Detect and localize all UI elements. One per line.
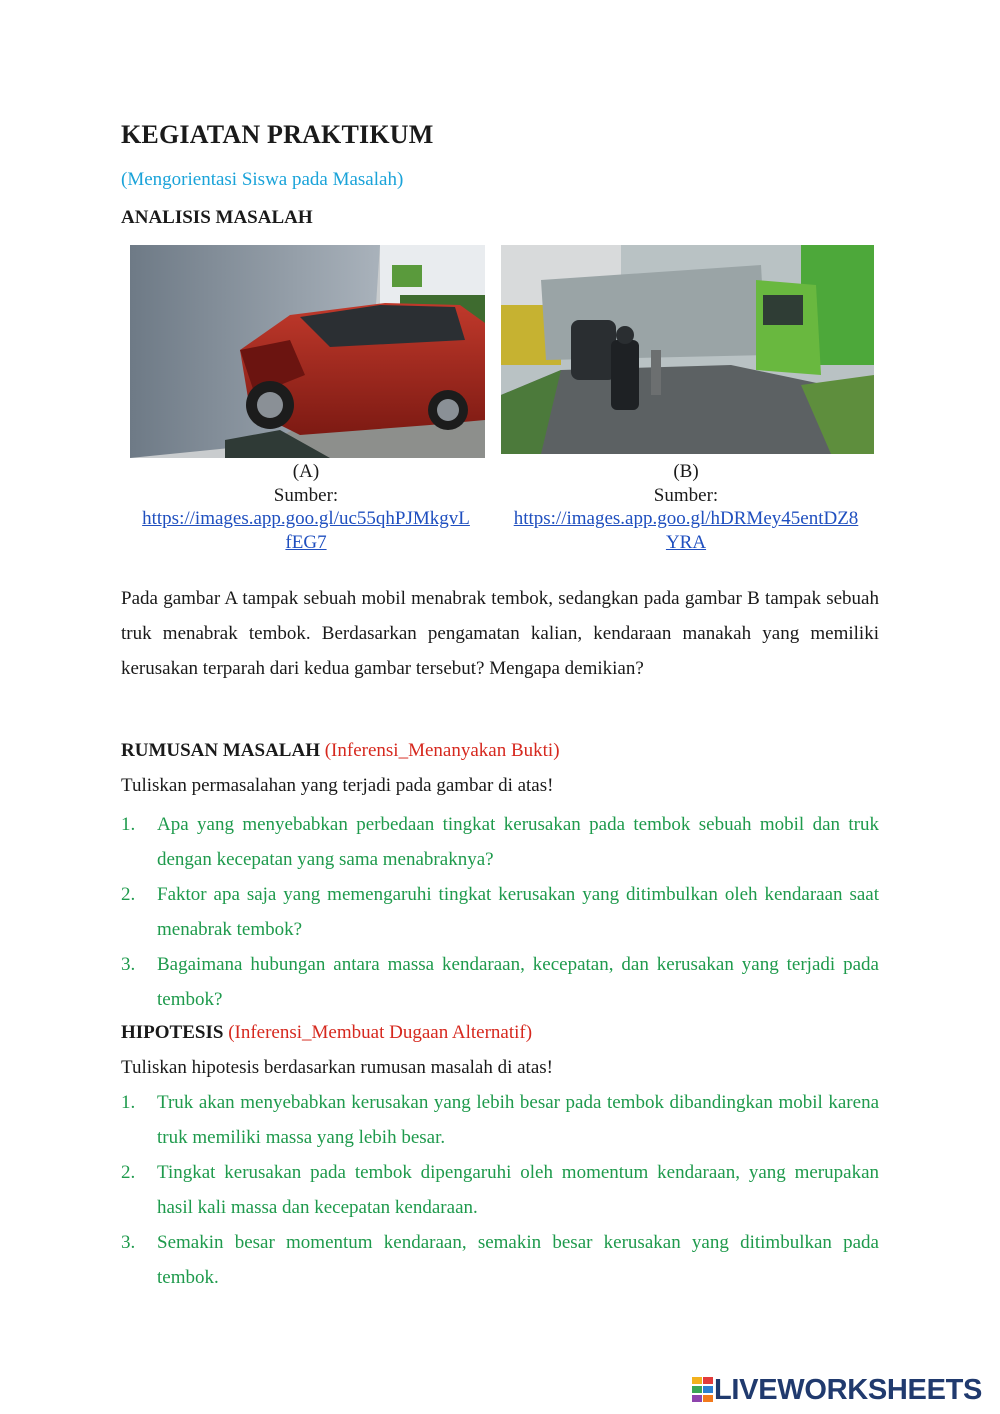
list-item-text: Tingkat kerusakan pada tembok dipengaruhi oleh momentum kendaraan, yang merupakan hasil kali massa dan kecepatan kendaraan. [157,1162,879,1218]
figure-a-source-link[interactable] [142,508,470,553]
list-item [121,807,879,877]
list-item-number: 3. [121,1232,136,1253]
list-item-number: 1. [121,1092,136,1113]
list-item [121,877,879,947]
list-item-text: Apa yang menyebabkan perbedaan tingkat kerusakan pada tembok sebuah mobil dan truk dengan kecepatan yang sama menabraknya? [157,814,879,870]
list-item [121,1085,879,1155]
section-heading-rumusan [121,740,560,762]
hipotesis-tag: (Inferensi_Membuat Dugaan Alternatif) [228,1022,533,1043]
figure-a-caption [125,460,487,554]
list-item-number: 3. [121,954,136,975]
rumusan-list [121,807,879,1017]
figure-a-url-line1: https://images.app.goo.gl/uc55qhPJMkgvL [142,508,470,529]
list-item [121,947,879,1017]
figure-b-url-line2: YRA [665,531,707,553]
list-item-number: 1. [121,814,136,835]
list-item-number: 2. [121,884,136,905]
hipotesis-list [121,1085,879,1295]
liveworksheets-logo-icon [692,1377,714,1403]
liveworksheets-logo[interactable] [692,1374,982,1406]
figure-a-car-crash-image [130,245,485,458]
list-item-text: Faktor apa saja yang memengaruhi tingkat kerusakan yang ditimbulkan oleh kendaraan saat menabrak tembok? [157,884,879,940]
list-item-text: Bagaimana hubungan antara massa kendaraan, kecepatan, dan kerusakan yang terjadi pada tembok? [157,954,879,1010]
figure-b-caption [498,460,874,554]
figure-a-label: (A) [292,461,320,482]
list-item-text: Semakin besar momentum kendaraan, semakin besar kerusakan yang ditimbulkan pada tembok. [157,1232,879,1288]
figure-a-url-line2: fEG7 [285,531,327,553]
section-heading-analysis: ANALISIS MASALAH [121,207,313,228]
figure-b-truck-crash-image [501,245,874,454]
rumusan-tag: (Inferensi_Menanyakan Bukti) [324,740,560,761]
figure-b-label: (B) [673,461,699,482]
liveworksheets-logo-text: LIVEWORKSHEETS [714,1373,983,1406]
list-item [121,1225,879,1295]
figure-b-source-link[interactable] [514,508,859,553]
figure-b-source-label: Sumber: [653,484,719,506]
problem-paragraph: Pada gambar A tampak sebuah mobil menabrak tembok, sedangkan pada gambar B tampak sebuah truk menabrak tembok. Berdasarkan pengamatan kalian, kendaraan manakah yang memiliki kerusakan terparah dari kedua gambar tersebut? Mengapa demikian? [121,588,879,679]
list-item [121,1155,879,1225]
list-item-number: 2. [121,1162,136,1183]
page-subtitle: (Mengorientasi Siswa pada Masalah) [121,169,404,190]
figure-b-url-line1: https://images.app.goo.gl/hDRMey45entDZ8 [513,508,859,529]
rumusan-instruction: Tuliskan permasalahan yang terjadi pada gambar di atas! [121,775,554,796]
page-title: KEGIATAN PRAKTIKUM [121,120,434,149]
figure-a-source-label: Sumber: [273,484,339,506]
hipotesis-instruction: Tuliskan hipotesis berdasarkan rumusan masalah di atas! [121,1057,553,1078]
section-heading-hipotesis [121,1022,532,1044]
hipotesis-heading-text: HIPOTESIS [121,1022,224,1043]
list-item-text: Truk akan menyebabkan kerusakan yang lebih besar pada tembok dibandingkan mobil karena truk memiliki massa yang lebih besar. [157,1092,879,1148]
rumusan-heading-text: RUMUSAN MASALAH [121,740,320,761]
